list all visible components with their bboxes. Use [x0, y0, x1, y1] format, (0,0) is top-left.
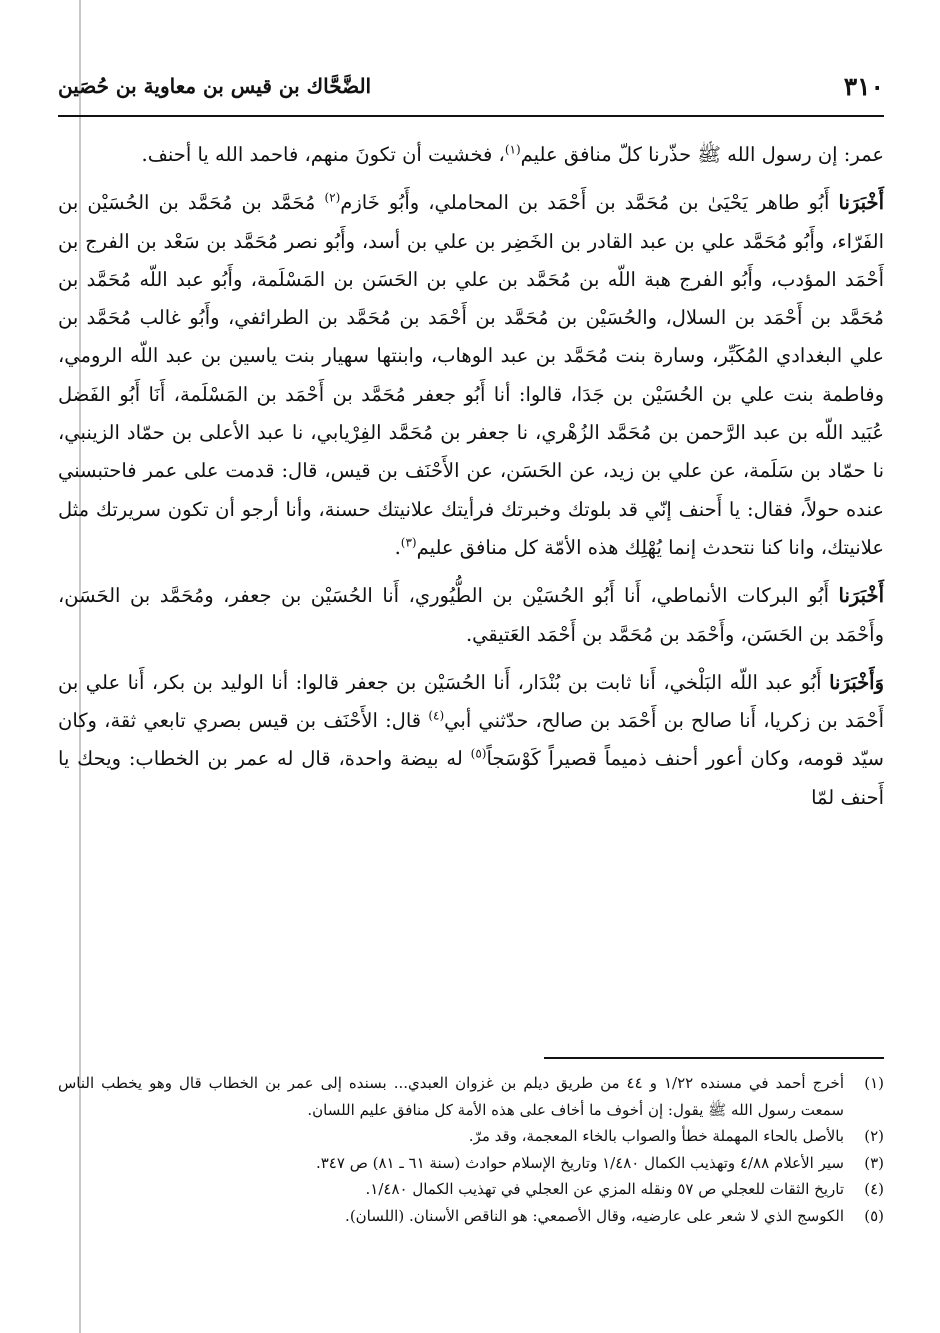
page-header	[58, 72, 884, 118]
main-text	[58, 136, 884, 817]
footnote-text: سير الأعلام ٤/٨٨ وتهذيب الكمال ١/٤٨٠ وتاريخ الإسلام حوادث (سنة ٦١ ـ ٨١) ص ٣٤٧.	[315, 1153, 844, 1172]
text-segment: أَبُو البركات الأنماطي، أَنا أَبُو الحُسَيْن بن الطُّيُوري، أَنا الحُسَيْن بن جعفر، ومُحَمَّد بن الحَسَن، وأَحْمَد بن الحَسَن، وأَحْمَد بن مُحَمَّد بن أَحْمَد العَتيقي.	[58, 584, 884, 646]
footnote	[58, 1070, 884, 1123]
footnotes	[58, 1070, 884, 1229]
text-segment: ، فخشيت أن تكونَ منهم، فاحمد الله يا أحنف.	[141, 143, 505, 166]
footnote-number: (٥)	[864, 1206, 884, 1225]
footnote-text: الكوسج الذي لا شعر على عارضيه، وقال الأصمعي: هو الناقص الأسنان. (اللسان).	[345, 1206, 844, 1225]
text-segment: قال: الأَحْنَف بن قيس بصري تابعي ثقة، وكان سيّد قومه، وكان أعور أحنف ذميماً قصيراً كَوْسَجاً	[58, 709, 884, 771]
text-segment: أَبُو طاهر يَحْيَىٰ بن مُحَمَّد بن أَحْمَد بن المحاملي، وأَبُو خَازم	[340, 191, 839, 215]
text-segment: أَبُو عبد اللّه البَلْخي، أَنا ثابت بن بُنْدَار، أَنا الحُسَيْن بن جعفر قالوا: أنا الوليد بن بكر، أَنا علي بن أَحْمَد بن زكريا، أَنا صالح بن أَحْمَد بن صالح، حدّثني أبي	[58, 670, 884, 733]
text-segment: مُحَمَّد بن مُحَمَّد بن الحُسَيْن بن الفَرّاء، وأَبُو مُحَمَّد علي بن عبد القادر بن الخَضِر بن علي بن أسد، وأَبُو نصر مُحَمَّد بن سَعْد بن الفرج بن أَحْمَد المؤدب، وأَبُو الفرج هبة اللّه بن مُحَمَّد بن علي بن الحَسَن بن المَسْلَمة، وأَبُو عبد اللّه مُحَمَّد بن مُحَمَّد بن أَحْمَد بن السلال، والحُسَيْن بن مُحَمَّد بن أَحْمَد بن مُحَمَّد بن الطرائفي، وأَبُو غالب مُحَمَّد بن علي البغدادي المُكَبِّر، وسارة بنت مُحَمَّد بن عبد الوهاب، وابنتها سهيار بنت ياسين بن عبد اللّه الرومي، وفاطمة بنت علي بن الحُسَيْن بن جَدَا، قالوا: أنا أَبُو جعفر مُحَمَّد بن أَحْمَد بن المَسْلَمة، أَنَا أَبُو الفَضل عُبَيد اللّه بن عبد الرَّحمن بن مُحَمَّد الزُهْري، نا جعفر بن مُحَمَّد الفِرْيابي، نا عبد الأعلى بن حمّاد الزينبي، نا حمّاد بن سَلَمة، عن علي بن زيد، عن الحَسَن، عن الأَحْنَف بن قيس، قال: قدمت على عمر فاحتبسني عنده حولاً، فقال: يا أَحنف إنّي قد بلوتك وخبرتك فرأيتك علانيتك حسنة، وأنا أرجو أن تكون سريرتك مثل علانيتك، وانا كنا نتحدث إنما يُهْلِك هذه الأمّة كل منافق عليم	[58, 191, 884, 559]
text-segment: له بيضة واحدة، قال له عمر بن الخطاب: ويحك يا أَحنف لمّا	[58, 747, 884, 809]
footnote	[58, 1123, 884, 1150]
header-rule	[58, 115, 884, 117]
page-number: ٣١٠	[843, 72, 884, 101]
text-segment: عمر: إن رسول الله ﷺ حذّرنا كلّ منافق عليم	[520, 143, 884, 166]
footnote-number: (٢)	[864, 1127, 884, 1145]
text-segment: .	[394, 535, 401, 559]
footnote-number: (٣)	[864, 1153, 884, 1172]
paragraph	[58, 664, 884, 817]
footnote-ref: (٢)	[324, 190, 341, 205]
footnote-text: بالأصل بالحاء المهملة خطأ والصواب بالخاء المعجمة، وقد مرّ.	[468, 1127, 844, 1145]
footnote-ref: (١)	[504, 142, 521, 157]
footnote-number: (١)	[864, 1074, 884, 1092]
footnote-ref: (٣)	[400, 535, 417, 550]
footnote	[58, 1203, 884, 1230]
footnote-ref: (٥)	[470, 746, 487, 761]
paragraph	[58, 184, 884, 567]
footnote-separator	[544, 1057, 884, 1059]
paragraph	[58, 577, 884, 654]
paragraph	[58, 136, 884, 174]
footnote	[58, 1150, 884, 1177]
running-title: الضَّحَّاك بن قيس بن معاوية بن حُصَين	[58, 74, 372, 98]
isnad-lead-word: أَخْبَرَنا	[838, 191, 884, 215]
footnote	[58, 1176, 884, 1203]
footnote-number: (٤)	[864, 1180, 884, 1198]
footnote-ref: (٤)	[428, 708, 445, 723]
isnad-lead-word: وَأَخْبَرَنا	[829, 670, 884, 694]
footnote-text: أخرج أحمد في مسنده ١/٢٢ و ٤٤ من طريق ديلم بن غزوان العبدي... بسنده إلى عمر بن الخطاب قال وهو يخطب الناس سمعت رسول الله ﷺ يقول: إن أخوف ما أخاف على هذه الأمة كل منافق عليم اللسان.	[58, 1074, 844, 1119]
isnad-lead-word: أَخْبَرَنا	[838, 584, 884, 608]
footnote-text: تاريخ الثقات للعجلي ص ٥٧ ونقله المزي عن العجلي في تهذيب الكمال ١/٤٨٠.	[365, 1180, 844, 1198]
